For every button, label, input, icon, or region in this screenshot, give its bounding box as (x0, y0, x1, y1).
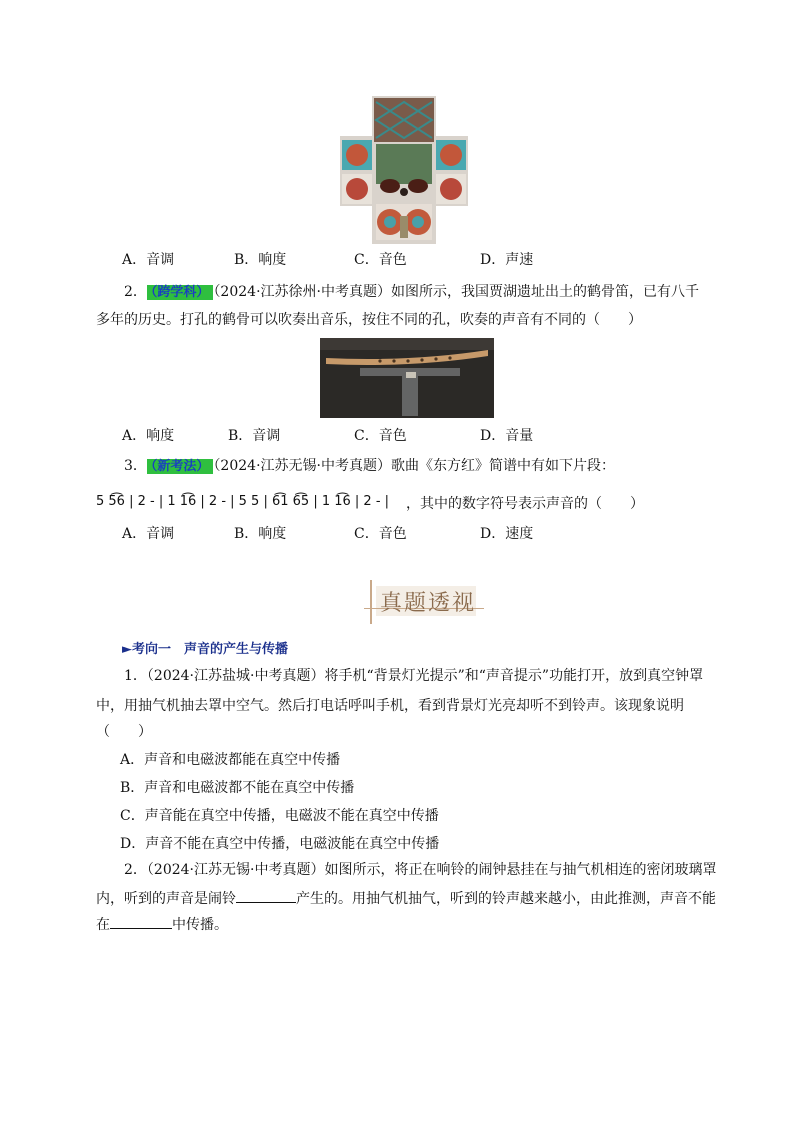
option-c: C．音色 (354, 428, 407, 444)
practice-2-line2 (96, 888, 716, 909)
option-c: C．音色 (354, 526, 407, 542)
text-segment: 中传播。 (172, 917, 228, 933)
question-number: 2． (124, 284, 147, 300)
option-d: D．音量 (480, 428, 534, 444)
practice-1-option-c: C．声音能在真空中传播，电磁波不能在真空中传播 (120, 808, 439, 824)
practice-2-line1 (124, 860, 716, 880)
option-b: B．响度 (234, 526, 287, 542)
option-b: B．响度 (234, 252, 287, 268)
bone-flute-image (320, 338, 494, 418)
answer-blank[interactable] (236, 888, 296, 903)
section-title-vertical-rule (370, 580, 372, 624)
question-text: （2024·江苏无锡·中考真题）歌曲《东方红》简谱中有如下片段： (213, 458, 615, 474)
question-2-line2: 多年的历史。打孔的鹤骨可以吹奏出音乐，按住不同的孔，吹奏的声音有不同的（ ） (96, 312, 642, 328)
question-text: （2024·江苏无锡·中考真题）如图所示，将正在响铃的闹钟悬挂在与抽气机相连的密闭玻璃罩 (146, 862, 717, 878)
question-tag: （新考法） (147, 459, 214, 474)
artifact-image (340, 96, 468, 244)
options-row (122, 426, 682, 446)
practice-1-option-b: B．声音和电磁波都不能在真空中传播 (120, 780, 355, 796)
section-title (364, 576, 484, 626)
options-row (122, 250, 682, 270)
question-text: （2024·江苏盐城·中考真题）将手机“背景灯光提示”和“声音提示”功能打开，放到真空钟罩 (146, 668, 704, 684)
practice-1-line3: （ ） (96, 724, 152, 740)
question-number: 2． (124, 862, 147, 878)
question-number: 1． (124, 668, 147, 684)
option-a: A．响度 (122, 428, 175, 444)
direction-heading: ►考向一 声音的产生与传播 (122, 642, 288, 657)
practice-1-line1 (124, 666, 703, 686)
practice-2-line3 (96, 914, 228, 935)
option-a: A．音调 (122, 526, 175, 542)
question-3-line2: ，其中的数字符号表示声音的（ ） (406, 496, 644, 512)
option-a: A．音调 (122, 252, 175, 268)
options-row (122, 524, 682, 544)
text-segment: 产生的。用抽气机抽气，听到的铃声越来越小，由此推测，声音不能 (296, 891, 716, 907)
section-title-text: 真题透视 (380, 591, 477, 616)
question-number: 3． (124, 458, 147, 474)
practice-1-option-d: D．声音不能在真空中传播，电磁波能在真空中传播 (120, 836, 440, 852)
practice-1-line2: 中，用抽气机抽去罩中空气。然后打电话呼叫手机，看到背景灯光亮却听不到铃声。该现象说明 (96, 698, 684, 714)
option-c: C．音色 (354, 252, 407, 268)
option-d: D．声速 (480, 252, 534, 268)
practice-1-option-a: A．声音和电磁波都能在真空中传播 (120, 752, 341, 768)
question-2-line1 (124, 282, 699, 303)
text-segment: 在 (96, 917, 110, 933)
text-segment: 内，听到的声音是闹铃 (96, 891, 236, 907)
music-notation: 5 5͡6 | 2 - | 1 1͡6 | 2 - | 5 5 | 6͡1 6͡5 | 1 1͡6 | 2 - | (96, 494, 390, 509)
question-3-line1 (124, 456, 615, 477)
option-d: D．速度 (480, 526, 534, 542)
question-tag: （跨学科） (147, 285, 214, 300)
question-text: （2024·江苏徐州·中考真题）如图所示，我国贾湖遗址出土的鹤骨笛，已有八千 (213, 284, 699, 300)
option-b: B．音调 (228, 428, 281, 444)
answer-blank[interactable] (110, 914, 172, 929)
